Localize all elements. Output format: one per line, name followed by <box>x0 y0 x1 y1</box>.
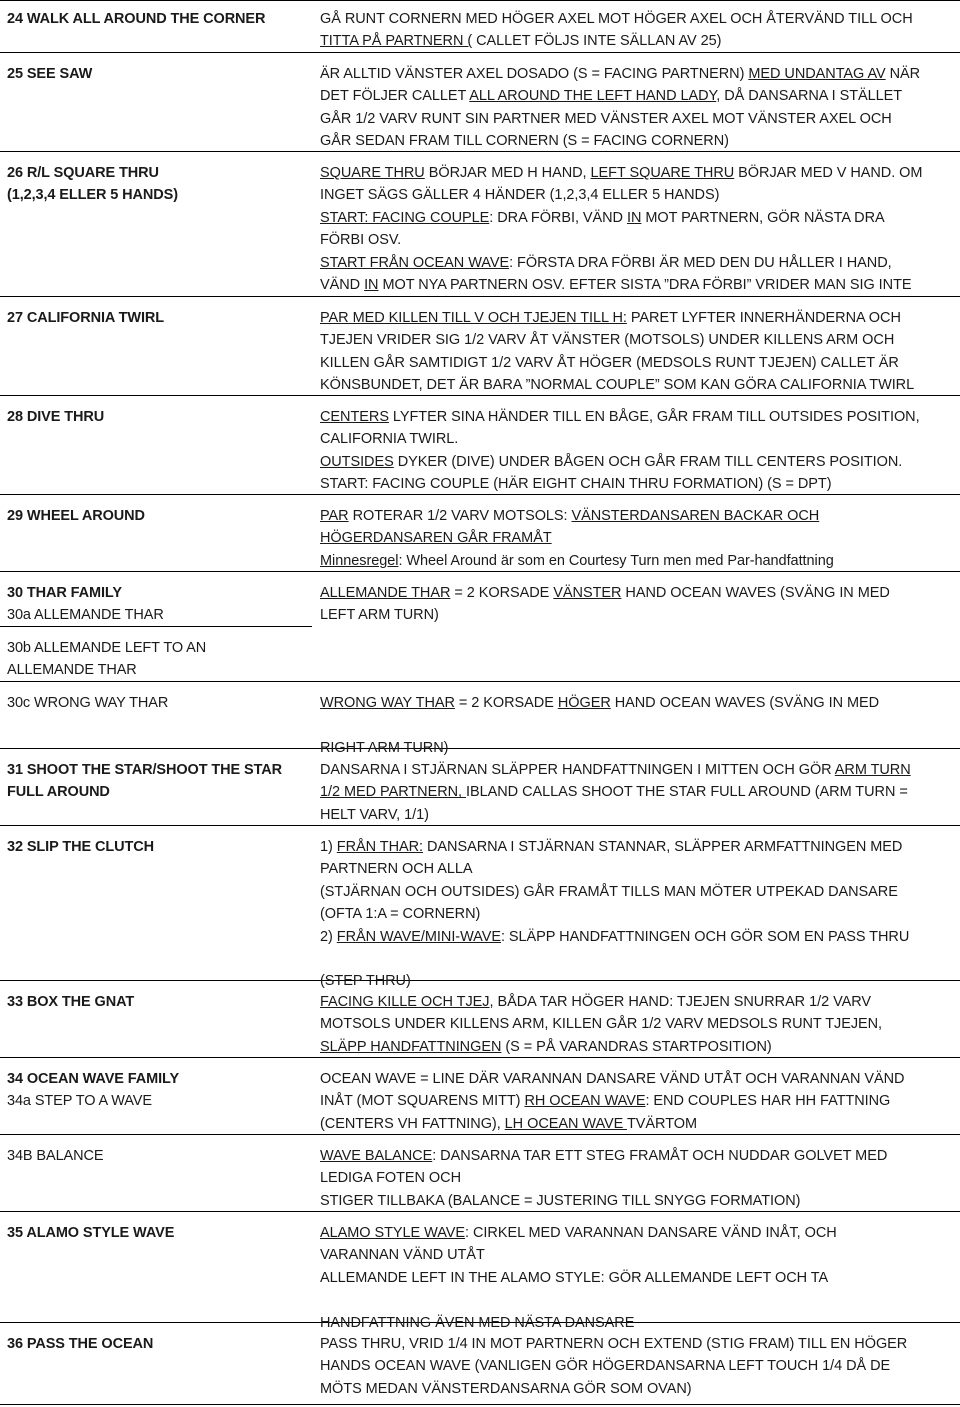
term-ocean-wave-family <box>7 1068 307 1113</box>
text-segment: GÅ RUNT CORNERN MED HÖGER AXEL MOT HÖGER AXEL OCH ÅTERVÄND TILL OCH <box>320 11 913 27</box>
underlined-text: WRONG WAY THAR <box>320 695 455 711</box>
text-segment: ÄR ALLTID VÄNSTER AXEL DOSADO (S = FACING PARTNERN) <box>320 66 749 82</box>
description-line <box>320 1068 960 1090</box>
text-segment: HAND OCEAN WAVES (SVÄNG IN MED <box>621 585 890 601</box>
underlined-text: VÄNSTERDANSAREN BACKAR OCH <box>571 508 820 524</box>
term-line: 30a ALLEMANDE THAR <box>7 607 164 624</box>
text-segment: VARANNAN VÄND UTÅT <box>320 1247 485 1264</box>
term-walk-all-around <box>7 8 307 30</box>
text-segment: TVÄRTOM <box>626 1115 697 1132</box>
description-thar-family <box>320 582 960 627</box>
text-segment: ALLEMANDE LEFT IN THE ALAMO STYLE: GÖR ALLEMANDE LEFT OCH TA <box>320 1269 829 1286</box>
description-line <box>320 970 960 992</box>
description-line <box>320 804 960 826</box>
underlined-text: CENTERS <box>320 409 389 425</box>
text-segment: VÄND <box>320 276 365 293</box>
description-line <box>320 926 960 948</box>
description-line <box>320 30 960 52</box>
text-segment: GÅR SEDAN FRAM TILL CORNERN (S = FACING CORNERN) <box>320 133 729 150</box>
description-line <box>320 406 960 428</box>
text-segment: LEDIGA FOTEN OCH <box>320 1170 461 1187</box>
description-slip-the-clutch <box>320 836 960 993</box>
term-line: 35 ALAMO STYLE WAVE <box>7 1225 175 1241</box>
description-line <box>320 1312 960 1334</box>
term-line: 34 OCEAN WAVE FAMILY <box>7 1071 180 1087</box>
description-line <box>320 184 960 206</box>
term-box-the-gnat <box>7 991 307 1013</box>
text-segment: GÅR 1/2 VARV RUNT SIN PARTNER MED VÄNSTER AXEL MOT VÄNSTER AXEL OCH <box>320 110 892 127</box>
description-line <box>320 374 960 396</box>
description-line <box>320 274 960 296</box>
description-line <box>320 1378 960 1400</box>
term-line: 27 CALIFORNIA TWIRL <box>7 310 165 326</box>
text-segment: HAND OCEAN WAVES (SVÄNG IN MED <box>610 695 880 711</box>
description-line <box>320 881 960 903</box>
row-divider <box>0 1404 960 1405</box>
text-segment: MÖTS MEDAN VÄNSTERDANSARNA GÖR SOM OVAN) <box>320 1380 692 1397</box>
text-segment: HANDS OCEAN WAVE (VANLIGEN GÖR HÖGERDANSARNA LEFT TOUCH 1/4 DÅ DE <box>320 1358 891 1375</box>
underlined-text: RH OCEAN WAVE <box>524 1093 646 1110</box>
description-line <box>320 948 960 970</box>
text-segment: : CIRKEL MED VARANNAN DANSARE VÄND INÅT, OCH <box>465 1225 837 1241</box>
text-segment: FÖRBI OSV. <box>320 232 402 249</box>
description-line <box>320 352 960 374</box>
underlined-text: IN <box>364 276 379 293</box>
text-segment: PASS THRU, VRID 1/4 IN MOT PARTNERN OCH EXTEND (STIG FRAM) TILL EN HÖGER <box>320 1336 908 1352</box>
text-segment: ROTERAR 1/2 VARV MOTSOLS: <box>348 508 572 524</box>
term-line: 32 SLIP THE CLUTCH <box>7 839 154 855</box>
term-line: 24 WALK ALL AROUND THE CORNER <box>7 11 266 27</box>
text-segment: BÖRJAR MED V HAND. OM <box>734 165 923 181</box>
underlined-text: WAVE BALANCE <box>320 1148 433 1164</box>
description-alamo-style-wave <box>320 1222 960 1334</box>
underlined-text: 1/2 MED PARTNERN, <box>320 784 467 801</box>
underlined-text: HÖGER <box>557 695 611 711</box>
underlined-text: MED UNDANTAG AV <box>748 66 886 82</box>
description-line <box>320 1355 960 1377</box>
description-box-the-gnat <box>320 991 960 1058</box>
underlined-text: Minnesregel <box>320 552 399 569</box>
text-segment: MOTSOLS UNDER KILLENS ARM, KILLEN GÅR 1/2 VARV MEDSOLS RUNT TJEJEN, <box>320 1016 883 1033</box>
description-line <box>320 737 960 759</box>
description-line <box>320 692 960 714</box>
text-segment: (STEP THRU) <box>320 973 411 990</box>
text-segment: , DÅ DANSARNA I STÄLLET <box>716 88 903 105</box>
description-pass-the-ocean <box>320 1333 960 1400</box>
description-line <box>320 991 960 1013</box>
term-line: 34B BALANCE <box>7 1148 104 1164</box>
term-line: 28 DIVE THRU <box>7 409 105 425</box>
description-line <box>320 8 960 30</box>
description-line <box>320 550 960 572</box>
description-line <box>320 252 960 274</box>
text-segment: STIGER TILLBAKA (BALANCE = JUSTERING TILL SNYGG FORMATION) <box>320 1192 801 1209</box>
text-segment: 2) <box>320 928 337 945</box>
underlined-text: TITTA PÅ PARTNERN ( <box>320 33 473 50</box>
text-segment: CALLET FÖLJS INTE SÄLLAN AV 25) <box>472 33 722 50</box>
description-line <box>320 428 960 450</box>
text-segment: 1) <box>320 839 337 855</box>
text-segment: RIGHT ARM TURN) <box>320 739 449 756</box>
text-segment: LEFT ARM TURN) <box>320 607 439 624</box>
description-line <box>320 1267 960 1289</box>
description-line <box>320 207 960 229</box>
text-segment: IBLAND CALLAS SHOOT THE STAR FULL AROUND (ARM TURN = <box>466 784 908 801</box>
text-segment: (OFTA 1:A = CORNERN) <box>320 906 481 923</box>
text-segment: MOT NYA PARTNERN OSV. EFTER SISTA ”DRA FÖRBI” VRIDER MAN SIG INTE <box>378 276 912 293</box>
description-line <box>320 714 960 736</box>
description-line <box>320 1090 960 1112</box>
description-walk-all-around <box>320 8 960 53</box>
description-line <box>320 451 960 473</box>
text-segment: , BÅDA TAR HÖGER HAND: TJEJEN SNURRAR 1/2 VARV <box>489 994 872 1010</box>
description-line <box>320 162 960 184</box>
text-segment: INÅT (MOT SQUARENS MITT) <box>320 1093 525 1110</box>
term-wrong-way-thar <box>7 692 307 714</box>
text-segment: DET FÖLJER CALLET <box>320 88 470 105</box>
term-line: 30c WRONG WAY THAR <box>7 695 169 711</box>
term-line: 36 PASS THE OCEAN <box>7 1336 154 1352</box>
description-line <box>320 781 960 803</box>
text-segment: MOT PARTNERN, GÖR NÄSTA DRA <box>641 209 885 226</box>
term-california-twirl <box>7 307 307 329</box>
term-pass-the-ocean <box>7 1333 307 1355</box>
term-thar-family <box>7 582 307 627</box>
term-allemande-left <box>7 637 307 682</box>
underlined-text: SQUARE THRU <box>320 165 425 181</box>
term-line: 30b ALLEMANDE LEFT TO AN <box>7 640 207 656</box>
description-line <box>320 85 960 107</box>
description-wrong-way-thar <box>320 692 960 759</box>
row-divider <box>0 0 960 1</box>
description-line <box>320 759 960 781</box>
description-see-saw <box>320 63 960 153</box>
text-segment: (STJÄRNAN OCH OUTSIDES) GÅR FRAMÅT TILLS MAN MÖTER UTPEKAD DANSARE <box>320 883 898 900</box>
underlined-text: LH OCEAN WAVE <box>504 1115 627 1132</box>
underlined-text: OUTSIDES <box>320 453 394 470</box>
description-line <box>320 1222 960 1244</box>
description-line <box>320 307 960 329</box>
description-line <box>320 1145 960 1167</box>
underlined-text: PAR <box>320 508 349 524</box>
term-shoot-the-star <box>7 759 307 804</box>
underlined-text: VÄNSTER <box>553 585 622 601</box>
underlined-text: FACING KILLE OCH TJEJ <box>320 994 490 1010</box>
underlined-text: SLÄPP HANDFATTNINGEN <box>320 1038 502 1055</box>
text-segment: : DRA FÖRBI, VÄND <box>489 209 627 226</box>
description-line <box>320 473 960 495</box>
description-line <box>320 1289 960 1311</box>
term-line: 34a STEP TO A WAVE <box>7 1093 152 1110</box>
term-line: 30 THAR FAMILY <box>7 585 122 601</box>
description-line <box>320 1333 960 1355</box>
description-line <box>320 108 960 130</box>
text-segment: LYFTER SINA HÄNDER TILL EN BÅGE, GÅR FRAM TILL OUTSIDES POSITION, <box>388 409 920 425</box>
description-line <box>320 229 960 251</box>
description-line <box>320 604 960 626</box>
text-segment: KÖNSBUNDET, DET ÄR BARA ”NORMAL COUPLE” SOM KAN GÖRA CALIFORNIA TWIRL <box>320 377 915 394</box>
text-segment: START: FACING COUPLE (HÄR EIGHT CHAIN THRU FORMATION) (S = DPT) <box>320 476 832 493</box>
text-segment: = 2 KORSADE <box>454 695 558 711</box>
description-shoot-the-star <box>320 759 960 826</box>
text-segment: DANSARNA I STJÄRNAN SLÄPPER HANDFATTNINGEN I MITTEN OCH GÖR <box>320 762 835 778</box>
term-balance <box>7 1145 307 1167</box>
underlined-text: ARM TURN <box>834 762 911 778</box>
description-line <box>320 329 960 351</box>
term-wheel-around <box>7 505 307 527</box>
text-segment: (CENTERS VH FATTNING), <box>320 1115 505 1132</box>
text-segment: CALIFORNIA TWIRL. <box>320 431 459 448</box>
underlined-text: FRÅN THAR: <box>336 839 424 855</box>
underlined-text: ALAMO STYLE WAVE <box>320 1225 466 1241</box>
text-segment: HANDFATTNING ÄVEN MED NÄSTA DANSARE <box>320 1314 635 1331</box>
description-balance <box>320 1145 960 1212</box>
text-segment: : END COUPLES HAR HH FATTNING <box>645 1093 891 1110</box>
description-line <box>320 1167 960 1189</box>
term-line: 31 SHOOT THE STAR/SHOOT THE STAR <box>7 762 283 778</box>
description-line <box>320 1190 960 1212</box>
description-line <box>320 858 960 880</box>
term-line: 25 SEE SAW <box>7 66 93 82</box>
description-ocean-wave-family <box>320 1068 960 1135</box>
term-see-saw <box>7 63 307 85</box>
description-line <box>320 836 960 858</box>
text-segment: PARTNERN OCH ALLA <box>320 861 473 878</box>
text-segment: : SLÄPP HANDFATTNINGEN OCH GÖR SOM EN PASS THRU <box>500 928 910 945</box>
text-segment: (S = PÅ VARANDRAS STARTPOSITION) <box>501 1038 772 1055</box>
text-segment: HELT VARV, 1/1) <box>320 806 429 823</box>
description-square-thru <box>320 162 960 296</box>
description-line <box>320 1036 960 1058</box>
term-line: 33 BOX THE GNAT <box>7 994 135 1010</box>
description-line <box>320 903 960 925</box>
text-segment: PARET LYFTER INNERHÄNDERNA OCH <box>626 310 901 326</box>
description-line <box>320 1013 960 1035</box>
text-segment: : FÖRSTA DRA FÖRBI ÄR MED DEN DU HÅLLER I HAND, <box>509 254 892 271</box>
text-segment: INGET SÄGS GÄLLER 4 HÄNDER (1,2,3,4 ELLER 5 HANDS) <box>320 187 720 204</box>
underlined-text: PAR MED KILLEN TILL V OCH TJEJEN TILL H: <box>320 310 627 326</box>
underlined-text: LEFT SQUARE THRU <box>590 165 735 181</box>
text-segment: DANSARNA I STJÄRNAN STANNAR, SLÄPPER ARMFATTNINGEN MED <box>423 839 903 855</box>
underlined-text: ALLEMANDE THAR <box>320 585 451 601</box>
text-segment: : DANSARNA TAR ETT STEG FRAMÅT OCH NUDDAR GOLVET MED <box>432 1148 888 1164</box>
term-line: FULL AROUND <box>7 784 110 801</box>
description-california-twirl <box>320 307 960 397</box>
description-line <box>320 582 960 604</box>
underlined-text: HÖGERDANSAREN GÅR FRAMÅT <box>320 530 552 547</box>
description-dive-thru <box>320 406 960 496</box>
text-segment: OCEAN WAVE = LINE DÄR VARANNAN DANSARE VÄND UTÅT OCH VARANNAN VÄND <box>320 1071 905 1087</box>
text-segment: = 2 KORSADE <box>450 585 554 601</box>
term-line: 29 WHEEL AROUND <box>7 508 145 524</box>
text-segment: BÖRJAR MED H HAND, <box>424 165 591 181</box>
text-segment: KILLEN GÅR SAMTIDIGT 1/2 VARV ÅT HÖGER (MEDSOLS RUNT TJEJEN) CALLET ÄR <box>320 354 899 371</box>
term-square-thru <box>7 162 307 207</box>
term-line: 26 R/L SQUARE THRU <box>7 165 159 181</box>
text-segment: TJEJEN VRIDER SIG 1/2 VARV ÅT VÄNSTER (MOTSOLS) UNDER KILLENS ARM OCH <box>320 332 895 349</box>
description-line <box>320 63 960 85</box>
term-line: ALLEMANDE THAR <box>7 662 137 679</box>
description-wheel-around <box>320 505 960 572</box>
description-line <box>320 130 960 152</box>
underlined-text: IN <box>626 209 642 226</box>
underlined-text: ALL AROUND THE LEFT HAND LADY <box>469 88 717 105</box>
underlined-text: START FRÅN OCEAN WAVE <box>320 254 510 271</box>
text-segment: DYKER (DIVE) UNDER BÅGEN OCH GÅR FRAM TILL CENTERS POSITION. <box>393 453 903 470</box>
description-line <box>320 1113 960 1135</box>
description-line <box>320 1244 960 1266</box>
description-line <box>320 527 960 549</box>
text-segment: : Wheel Around är som en Courtesy Turn men med Par-handfattning <box>398 552 834 569</box>
underlined-text: START: FACING COUPLE <box>320 209 490 226</box>
term-line: (1,2,3,4 ELLER 5 HANDS) <box>7 187 178 204</box>
text-segment: NÄR <box>885 66 921 82</box>
term-dive-thru <box>7 406 307 428</box>
term-slip-the-clutch <box>7 836 307 858</box>
underlined-text: FRÅN WAVE/MINI-WAVE <box>336 928 501 945</box>
description-line <box>320 505 960 527</box>
term-alamo-style-wave <box>7 1222 307 1244</box>
